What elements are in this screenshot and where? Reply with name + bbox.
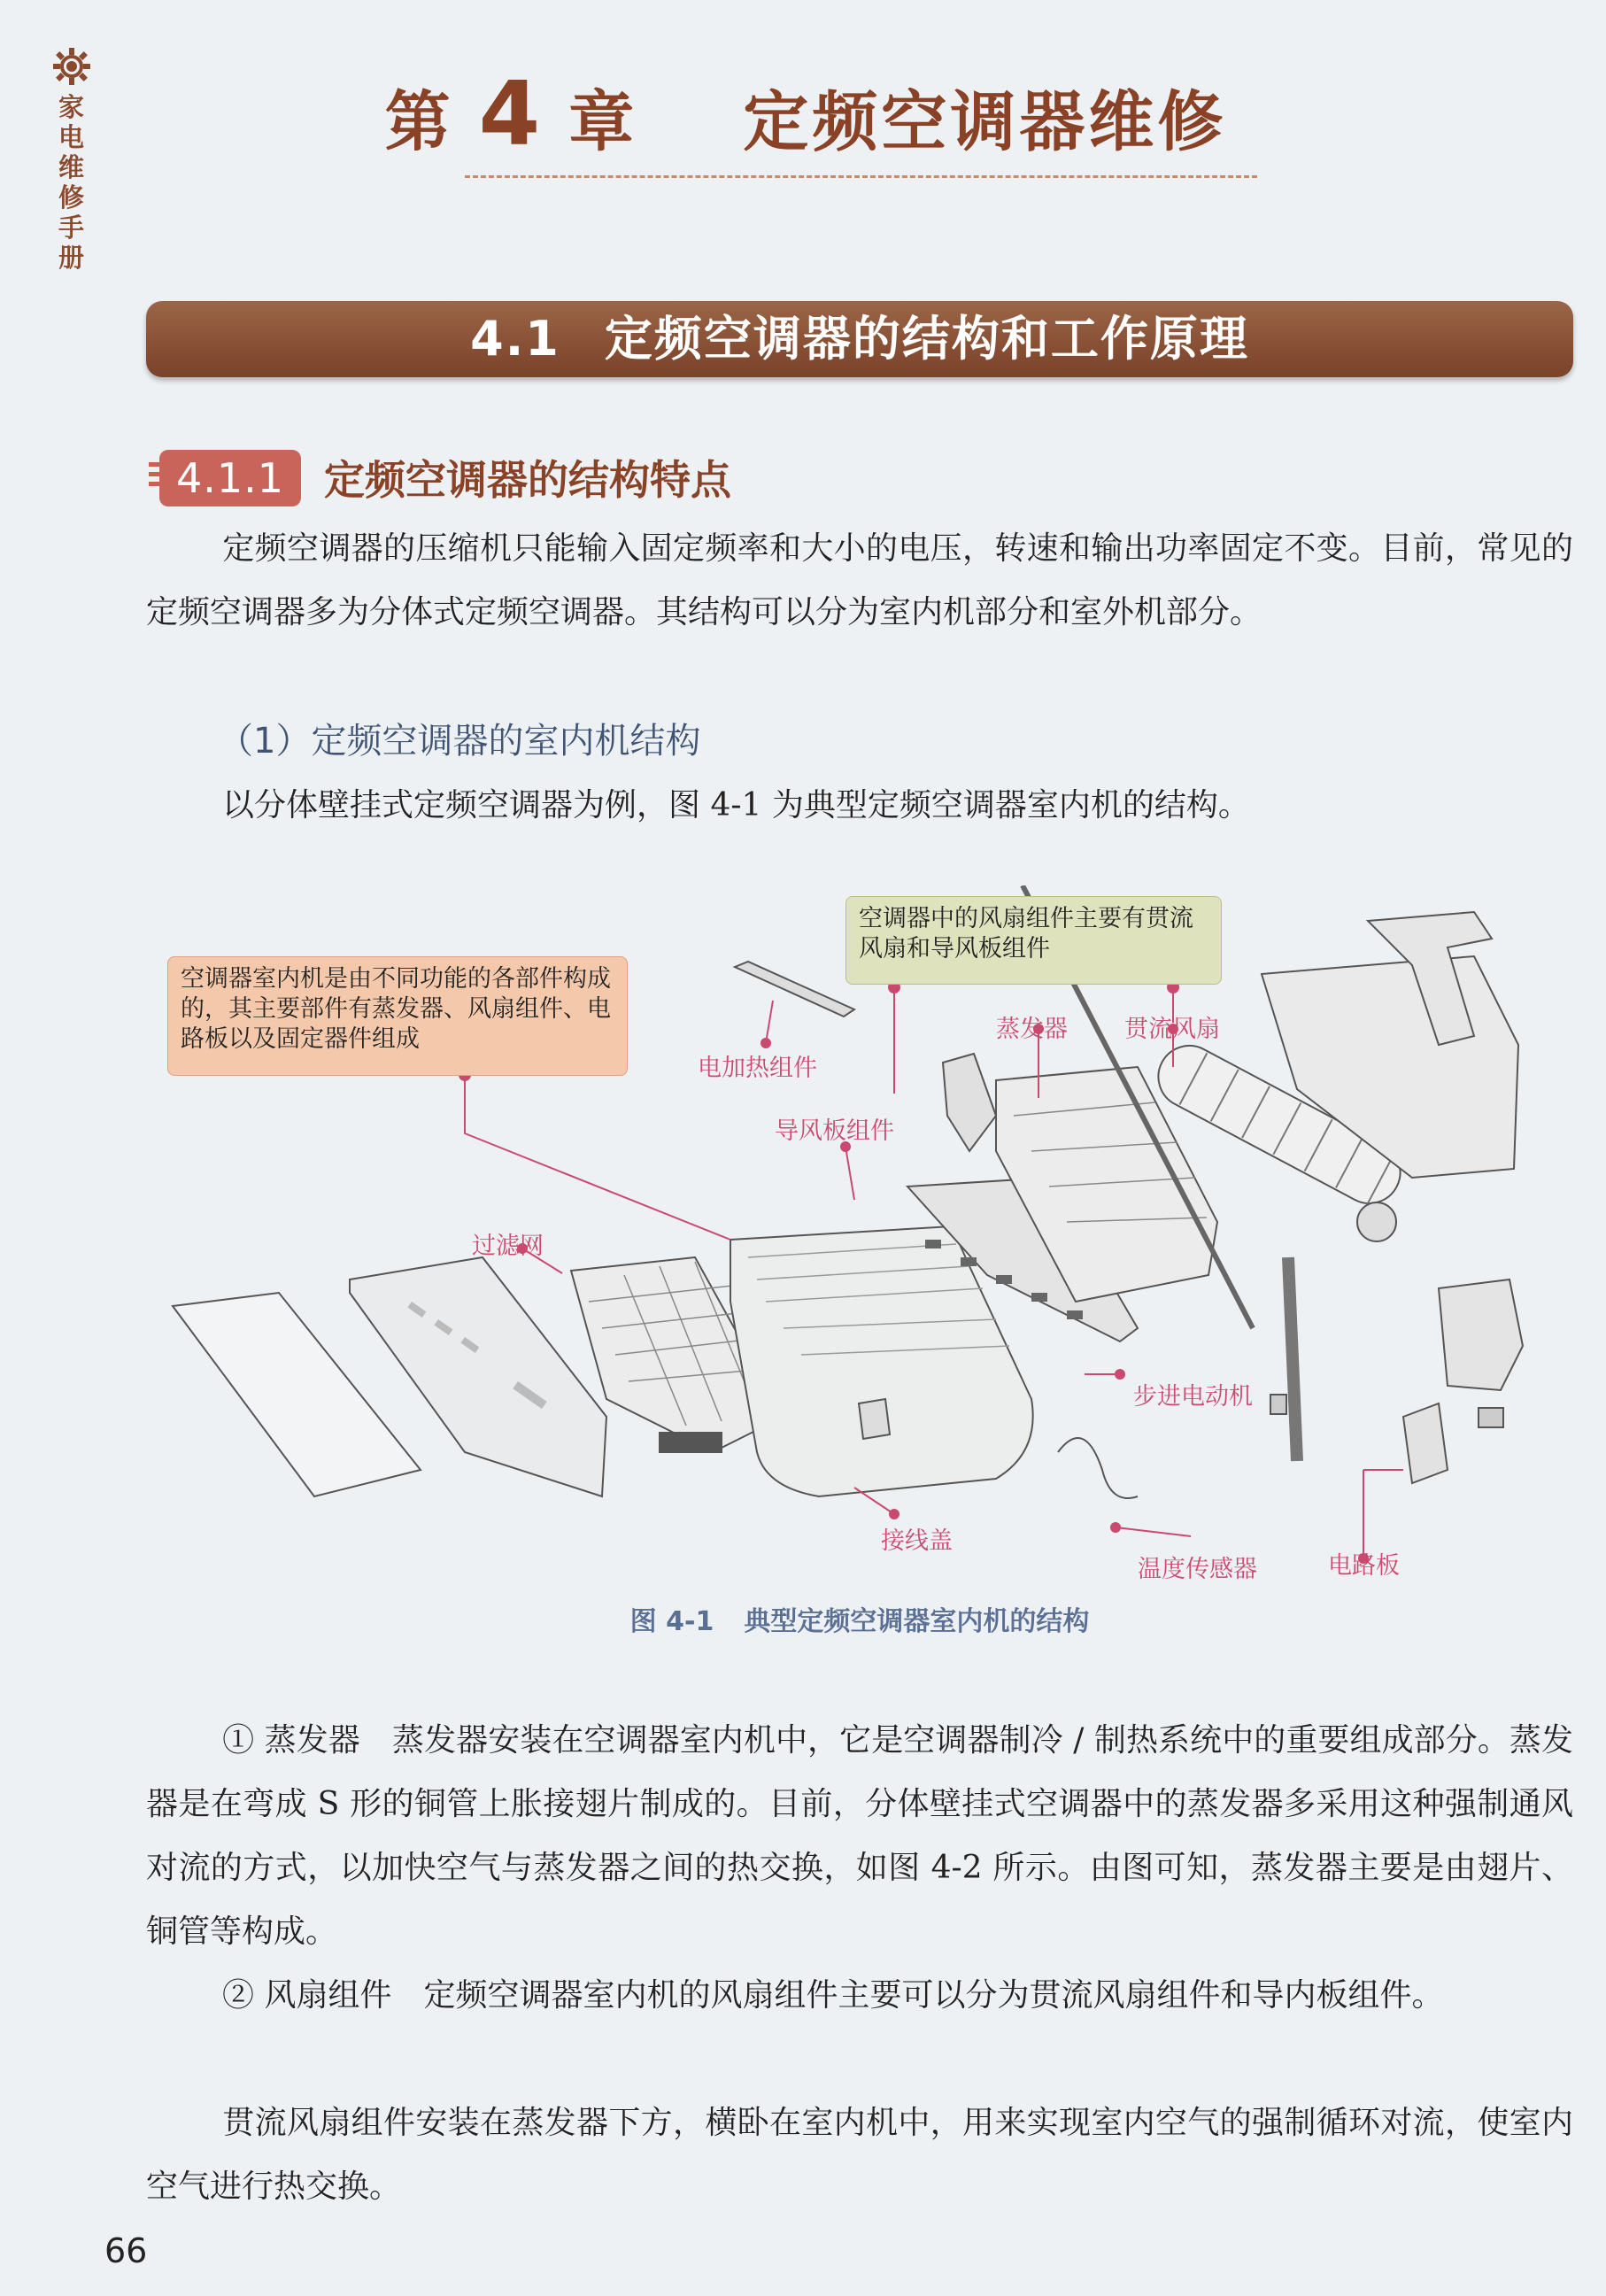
section-title	[146, 301, 1573, 377]
page-number: 66	[104, 2231, 148, 2270]
sensor-holder	[1270, 1395, 1286, 1414]
terminal-cover	[859, 1399, 890, 1439]
label-temperature-sensor: 温度传感器	[1138, 1556, 1257, 1583]
intro-paragraph	[146, 517, 1573, 645]
small-part	[1479, 1408, 1503, 1427]
figure-4-1	[146, 885, 1573, 1583]
chapter-divider	[465, 175, 1257, 178]
control-box	[1439, 1279, 1523, 1390]
crossflow-paragraph	[146, 2091, 1573, 2219]
chapter-name: 定频空调器维修	[743, 84, 1227, 160]
side-book-label: 家电维修手册	[58, 92, 85, 273]
figure-caption	[146, 1599, 1573, 1638]
fan-text: ② 风扇组件 定频空调器室内机的风扇组件主要可以分为贯流风扇组件和导内板组件。	[222, 1977, 1444, 2014]
subsection-title: 定频空调器的结构特点	[324, 456, 731, 504]
section-name: 定频空调器的结构和工作原理	[604, 311, 1249, 367]
label-crossflow-fan: 贯流风扇	[1124, 1016, 1220, 1043]
item-heading: （1）定频空调器的室内机结构	[218, 721, 701, 761]
fan-paragraph	[146, 1964, 1573, 2028]
evaporator-text: ① 蒸发器 蒸发器安装在空调器室内机中，它是空调器制冷 / 制热系统中的重要组成部分。蒸发器是在弯成 S 形的铜管上胀接翅片制成的。目前，分体壁挂式空调器中的蒸发器多采用这种强制通风对流的方式，以加快空气与蒸发器之间的热交换，如图 4-2 所示。由图可知，蒸发器主要是由翅片、铜管等构成。	[146, 1722, 1573, 1950]
gear-icon	[51, 46, 92, 87]
chapter-number: 4	[478, 62, 544, 166]
item-text: 以分体壁挂式定频空调器为例，图 4-1 为典型定频空调器室内机的结构。	[222, 787, 1250, 823]
circuit-board-cover	[1403, 1403, 1448, 1483]
chapter-suffix: 章	[568, 84, 638, 160]
intro-text: 定频空调器的压缩机只能输入固定频率和大小的电压，转速和输出功率固定不变。目前，常见的定频空调器多为分体式定频空调器。其结构可以分为室内机部分和室外机部分。	[146, 530, 1573, 630]
display-window	[660, 1433, 722, 1452]
callout-fan-assembly: 空调器中的风扇组件主要有贯流风扇和导风板组件	[845, 896, 1222, 985]
label-terminal-cover: 接线盖	[881, 1527, 953, 1555]
crossflow-text: 贯流风扇组件安装在蒸发器下方，横卧在室内机中，用来实现室内空气的强制循环对流，使室内空气进行热交换。	[146, 2105, 1573, 2205]
evaporator-paragraph	[146, 1709, 1573, 1964]
chapter-title	[266, 62, 1346, 166]
chapter-prefix: 第	[384, 84, 454, 160]
heater-bar	[735, 962, 854, 1017]
section-number: 4.1	[470, 311, 560, 367]
label-evaporator: 蒸发器	[996, 1016, 1068, 1043]
label-heater: 电加热组件	[698, 1055, 817, 1082]
fan-motor	[1357, 1202, 1396, 1241]
callout-indoor-unit: 空调器室内机是由不同功能的各部件构成的，其主要部件有蒸发器、风扇组件、电路板以及固定器件组成	[167, 956, 628, 1076]
subsection-number-badge: 4.1.1	[159, 450, 301, 506]
label-deflector: 导风板组件	[775, 1117, 894, 1145]
figure-caption-text: 典型定频空调器室内机的结构	[744, 1606, 1090, 1637]
figure-number: 图 4-1	[629, 1606, 714, 1637]
label-stepper-motor: 步进电动机	[1133, 1383, 1253, 1411]
label-circuit-board: 电路板	[1328, 1552, 1400, 1580]
item-paragraph	[146, 774, 1573, 838]
side-bracket	[943, 1054, 996, 1151]
pipe-column	[1288, 1257, 1297, 1461]
temperature-sensor-wire	[1058, 1438, 1138, 1498]
label-filter: 过滤网	[472, 1233, 544, 1260]
